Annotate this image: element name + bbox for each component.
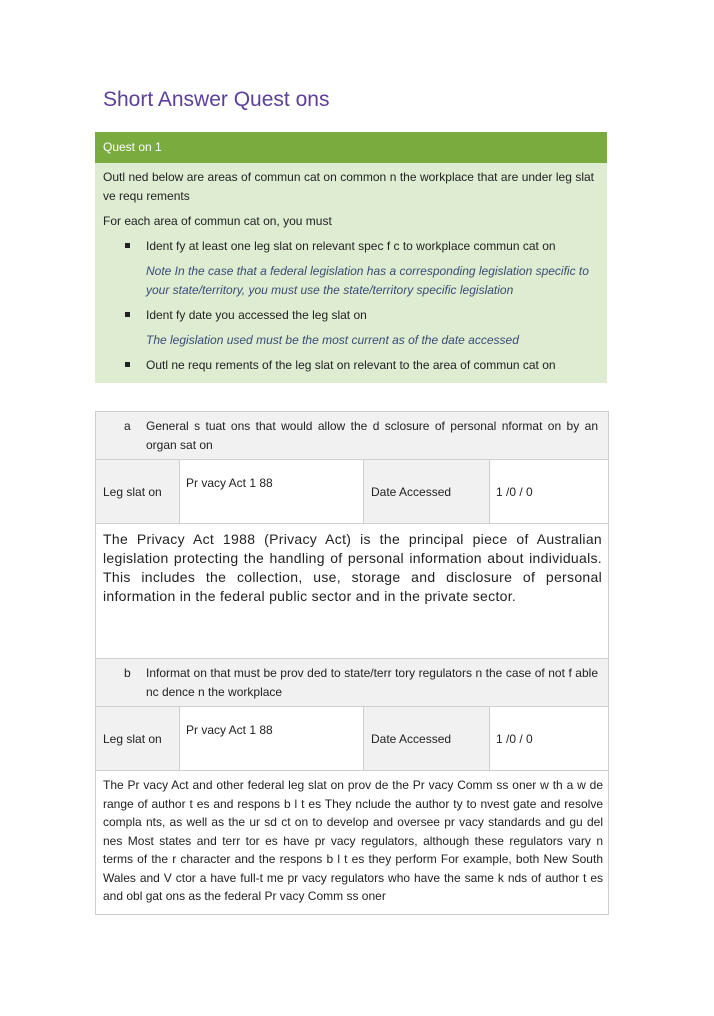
date-accessed-label: Date Accessed xyxy=(364,707,490,770)
date-accessed-field[interactable]: 1 /0 / 0 xyxy=(496,731,533,746)
bullet-icon xyxy=(125,312,130,317)
list-item-text: Ident fy at least one leg slat on relevant spec f c to workplace commun cat on xyxy=(146,239,556,253)
legislation-field[interactable]: Pr vacy Act 1 88 xyxy=(180,460,364,523)
requirements-list xyxy=(103,356,594,375)
page-title: Short Answer Quest ons xyxy=(103,88,330,111)
section-prompt-text: Informat on that must be prov ded to state/terr tory regulators n the case of not f able nc dence n the workplace xyxy=(146,666,598,699)
answer-table xyxy=(95,411,609,915)
requirements-list xyxy=(103,306,594,325)
question-header: Quest on 1 xyxy=(95,132,607,163)
legislation-field[interactable]: Pr vacy Act 1 88 xyxy=(180,707,364,770)
question-body xyxy=(95,163,607,383)
section-prompt-text: General s tuat ons that would allow the d sclosure of personal nformat on by an organ sat on xyxy=(146,419,598,452)
section-prompt xyxy=(96,659,608,707)
question-instruction: For each area of commun cat on, you must xyxy=(103,214,332,228)
date-accessed-label: Date Accessed xyxy=(364,460,490,523)
legislation-label: Leg slat on xyxy=(96,460,180,523)
list-item-text: Outl ne requ rements of the leg slat on relevant to the area of commun cat on xyxy=(146,358,556,372)
answer-field[interactable]: The Privacy Act 1988 (Privacy Act) is the principal piece of Australian legislation protecting the handling of personal information about individuals. This includes the collection, use, storage and disclosure of personal information in the federal public sector and in the private sector. xyxy=(96,524,608,659)
list-item-text: Ident fy date you accessed the leg slat on xyxy=(146,308,367,322)
bullet-icon xyxy=(125,243,130,248)
requirements-list xyxy=(103,237,594,256)
list-item xyxy=(103,306,594,325)
section-letter: b xyxy=(124,666,131,680)
section-letter: a xyxy=(124,419,131,433)
bullet-icon xyxy=(125,362,130,367)
list-item xyxy=(103,356,594,375)
note-text: The legislation used must be the most current as of the date accessed xyxy=(146,333,519,347)
date-accessed-field[interactable]: 1 /0 / 0 xyxy=(496,484,533,499)
section-prompt xyxy=(96,412,608,460)
question-intro: Outl ned below are areas of commun cat on common n the workplace that are under leg slat ve requ rements xyxy=(103,170,594,203)
legislation-row xyxy=(96,460,608,524)
question-box xyxy=(95,132,607,383)
legislation-row xyxy=(96,707,608,771)
list-item xyxy=(103,237,594,256)
legislation-label: Leg slat on xyxy=(96,707,180,770)
answer-field[interactable]: The Pr vacy Act and other federal leg slat on prov de the Pr vacy Comm ss oner w th a w de range of author t es and respons b l t es They nclude the author ty to nvest gate and resolve compla nts, as well as the ur sd ct on to develop and oversee pr vacy standards and gu del nes Most states and terr tor es have pr vacy regulators, although these regulators vary n terms of the r character and the respons b l t es they perform For example, both New South Wales and V ctor a have full-t me pr vacy regulators who have the same k nds of author t es and obl gat ons as the federal Pr vacy Comm ss oner xyxy=(103,778,603,903)
note-text: Note In the case that a federal legislation has a corresponding legislation specific to your state/territory, you must use the state/territory specific legislation xyxy=(146,264,589,297)
